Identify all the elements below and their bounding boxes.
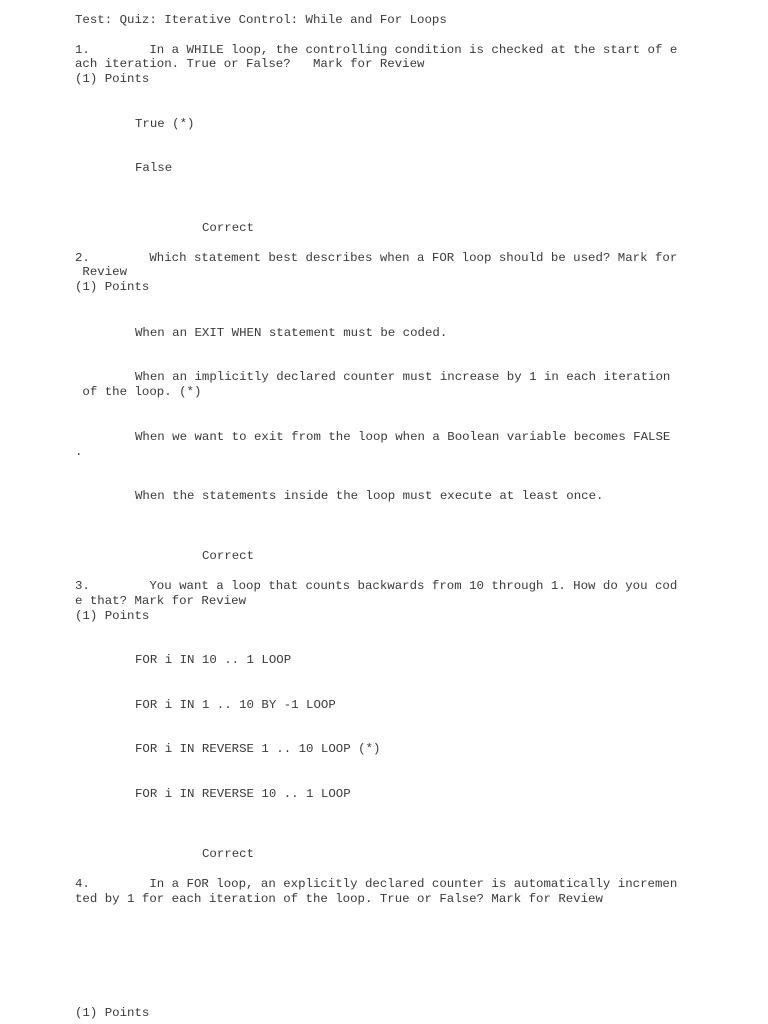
question-2-option-3-line-2: . [75,445,83,459]
question-2-points: (1) Points [75,280,150,294]
question-3-option-4[interactable]: FOR i IN REVERSE 10 .. 1 LOOP [135,787,351,801]
question-1-points: (1) Points [75,72,150,86]
question-2-text-line-2: Review [75,265,128,279]
question-3-points: (1) Points [75,609,150,623]
question-3-option-2[interactable]: FOR i IN 1 .. 10 BY -1 LOOP [135,698,336,712]
question-2-option-3-line-1: When we want to exit from the loop when a Boolean variable becomes FALSE [135,430,671,444]
question-2-option-2-line-1: When an implicitly declared counter must increase by 1 in each iteration [135,370,671,384]
question-2-option-2-line-2: of the loop. (*) [75,385,202,399]
question-2-result: Correct [202,549,255,563]
question-2-option-4[interactable]: When the statements inside the loop must execute at least once. [135,489,604,503]
question-3-option-3[interactable]: FOR i IN REVERSE 1 .. 10 LOOP (*) [135,742,381,756]
question-1-result: Correct [202,221,255,235]
question-1-option-false[interactable]: False [135,161,173,175]
question-4-text-line-1: 4. In a FOR loop, an explicitly declared counter is automatically incremen [75,877,678,891]
page-title: Test: Quiz: Iterative Control: While and For Loops [75,13,447,27]
question-3-result: Correct [202,847,255,861]
question-4-text-line-2: ted by 1 for each iteration of the loop. True or False? Mark for Review [75,892,603,906]
question-1-option-true[interactable]: True (*) [135,117,195,131]
question-2-option-1[interactable]: When an EXIT WHEN statement must be coded. [135,326,448,340]
question-3-option-1[interactable]: FOR i IN 10 .. 1 LOOP [135,653,292,667]
question-3-text-line-2: e that? Mark for Review [75,594,247,608]
question-1-text-line-2: ach iteration. True or False? Mark for Review [75,57,425,71]
question-3-text-line-1: 3. You want a loop that counts backwards from 10 through 1. How do you cod [75,579,678,593]
question-1-text-line-1: 1. In a WHILE loop, the controlling condition is checked at the start of e [75,43,678,57]
question-2-text-line-1: 2. Which statement best describes when a FOR loop should be used? Mark for [75,251,678,265]
question-4-points: (1) Points [75,1006,150,1020]
